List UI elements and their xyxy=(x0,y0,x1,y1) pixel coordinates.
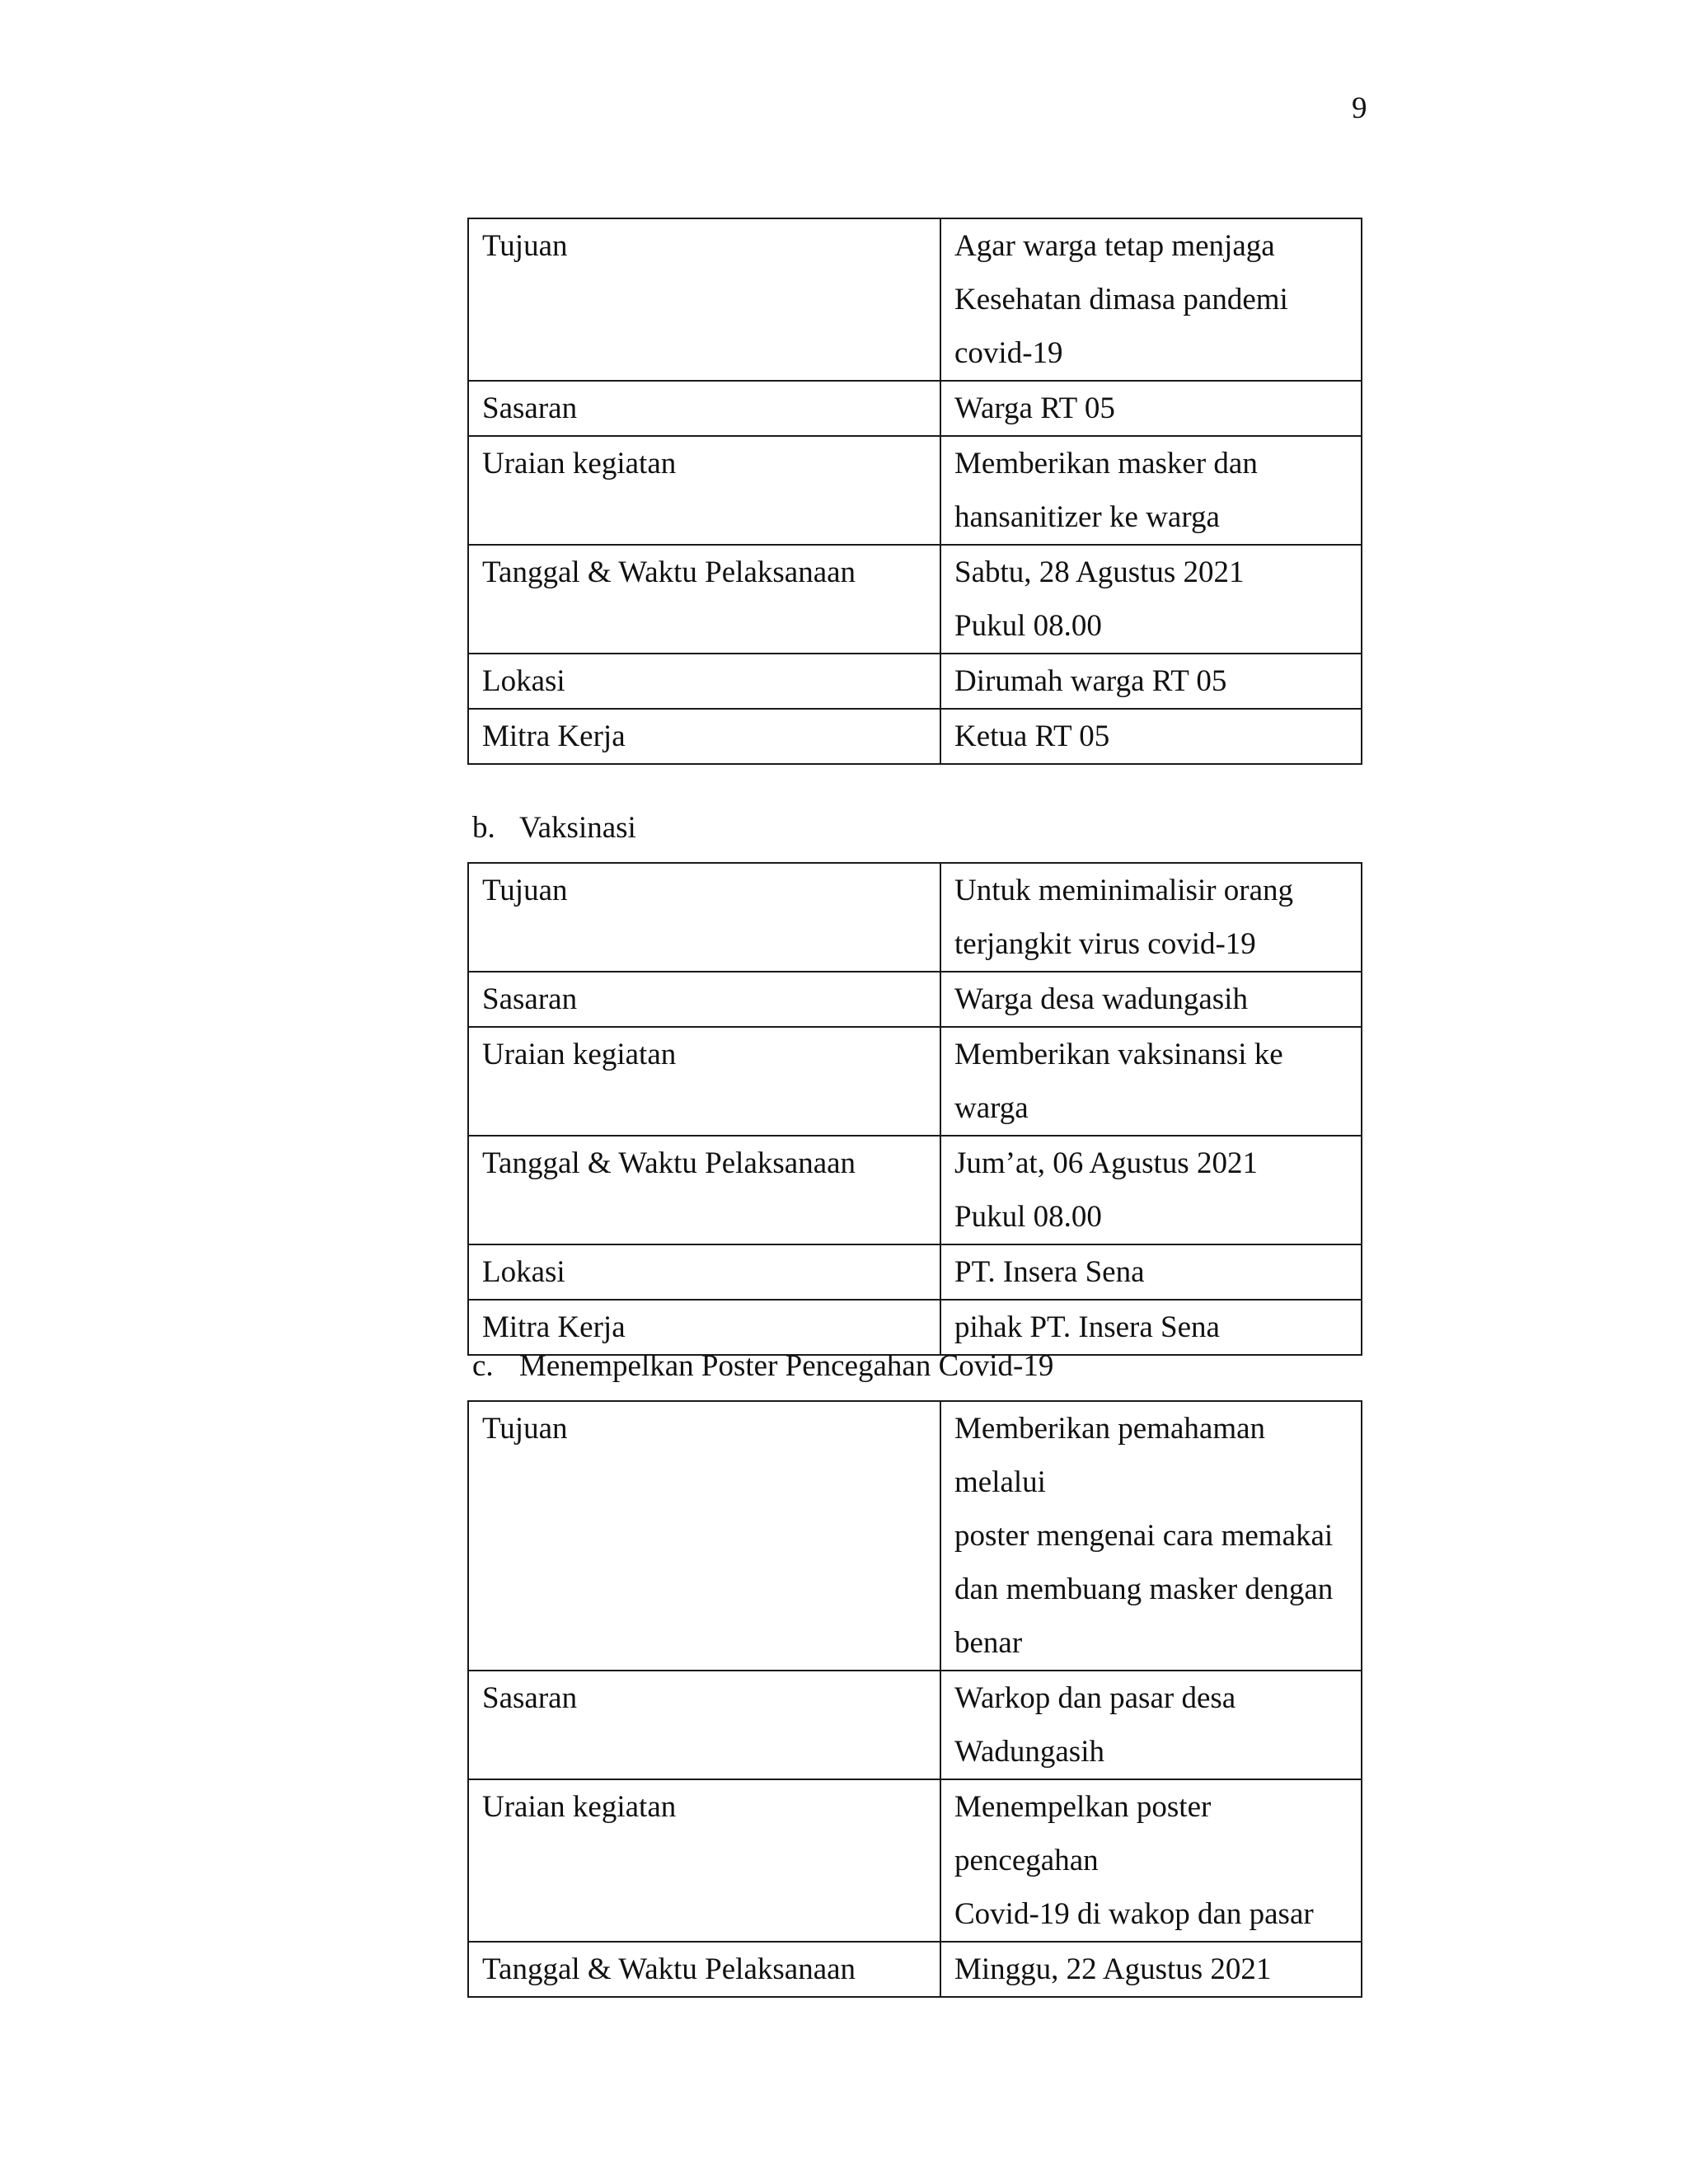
table-row xyxy=(468,545,1362,654)
list-marker: c. xyxy=(472,1349,494,1383)
table-row xyxy=(468,972,1362,1027)
row-label: Tanggal & Waktu Pelaksanaan xyxy=(468,1942,940,1997)
table-row xyxy=(468,1942,1362,1997)
row-label: Sasaran xyxy=(468,972,940,1027)
row-label: Tanggal & Waktu Pelaksanaan xyxy=(468,1136,940,1244)
row-label: Mitra Kerja xyxy=(468,1300,940,1355)
row-value: Memberikan pemahaman melalui poster mengenai cara memakai dan membuang masker dengan benar xyxy=(940,1401,1362,1671)
row-label: Mitra Kerja xyxy=(468,709,940,764)
page-number: 9 xyxy=(1352,91,1367,125)
table-row xyxy=(468,1300,1362,1355)
section-title: Menempelkan Poster Pencegahan Covid-19 xyxy=(519,1349,1054,1383)
row-label: Tanggal & Waktu Pelaksanaan xyxy=(468,545,940,654)
row-value: pihak PT. Insera Sena xyxy=(940,1300,1362,1355)
activity-table-a xyxy=(467,218,1362,765)
row-label: Uraian kegiatan xyxy=(468,436,940,545)
table-row xyxy=(468,1401,1362,1671)
table-row xyxy=(468,381,1362,436)
table-row xyxy=(468,863,1362,972)
row-value: Untuk meminimalisir orang terjangkit virus covid-19 xyxy=(940,863,1362,972)
row-label: Uraian kegiatan xyxy=(468,1779,940,1942)
row-label: Uraian kegiatan xyxy=(468,1027,940,1136)
row-value: Jum’at, 06 Agustus 2021 Pukul 08.00 xyxy=(940,1136,1362,1244)
row-value: Dirumah warga RT 05 xyxy=(940,654,1362,709)
table-row xyxy=(468,1244,1362,1300)
table-row xyxy=(468,1136,1362,1244)
row-value: Ketua RT 05 xyxy=(940,709,1362,764)
table-row xyxy=(468,654,1362,709)
section-heading-poster xyxy=(472,1348,1053,1385)
list-marker: b. xyxy=(472,811,495,845)
activity-table-c xyxy=(467,1400,1362,1998)
row-value: Memberikan masker dan hansanitizer ke warga xyxy=(940,436,1362,545)
row-value: Memberikan vaksinansi ke warga xyxy=(940,1027,1362,1136)
row-label: Sasaran xyxy=(468,1671,940,1779)
row-value: Warkop dan pasar desa Wadungasih xyxy=(940,1671,1362,1779)
table-row xyxy=(468,1671,1362,1779)
table-row xyxy=(468,218,1362,381)
table-row xyxy=(468,1779,1362,1942)
row-label: Sasaran xyxy=(468,381,940,436)
table-row xyxy=(468,709,1362,764)
section-heading-vaksinasi xyxy=(472,810,636,846)
row-label: Tujuan xyxy=(468,1401,940,1671)
row-label: Tujuan xyxy=(468,863,940,972)
row-value: PT. Insera Sena xyxy=(940,1244,1362,1300)
section-title: Vaksinasi xyxy=(519,811,636,845)
row-value: Minggu, 22 Agustus 2021 xyxy=(940,1942,1362,1997)
row-value: Agar warga tetap menjaga Kesehatan dimasa pandemi covid-19 xyxy=(940,218,1362,381)
table-row xyxy=(468,1027,1362,1136)
row-value: Warga desa wadungasih xyxy=(940,972,1362,1027)
row-value: Sabtu, 28 Agustus 2021 Pukul 08.00 xyxy=(940,545,1362,654)
row-label: Tujuan xyxy=(468,218,940,381)
row-label: Lokasi xyxy=(468,654,940,709)
row-label: Lokasi xyxy=(468,1244,940,1300)
table-row xyxy=(468,436,1362,545)
row-value: Warga RT 05 xyxy=(940,381,1362,436)
row-value: Menempelkan poster pencegahan Covid-19 di wakop dan pasar xyxy=(940,1779,1362,1942)
activity-table-b xyxy=(467,862,1362,1356)
